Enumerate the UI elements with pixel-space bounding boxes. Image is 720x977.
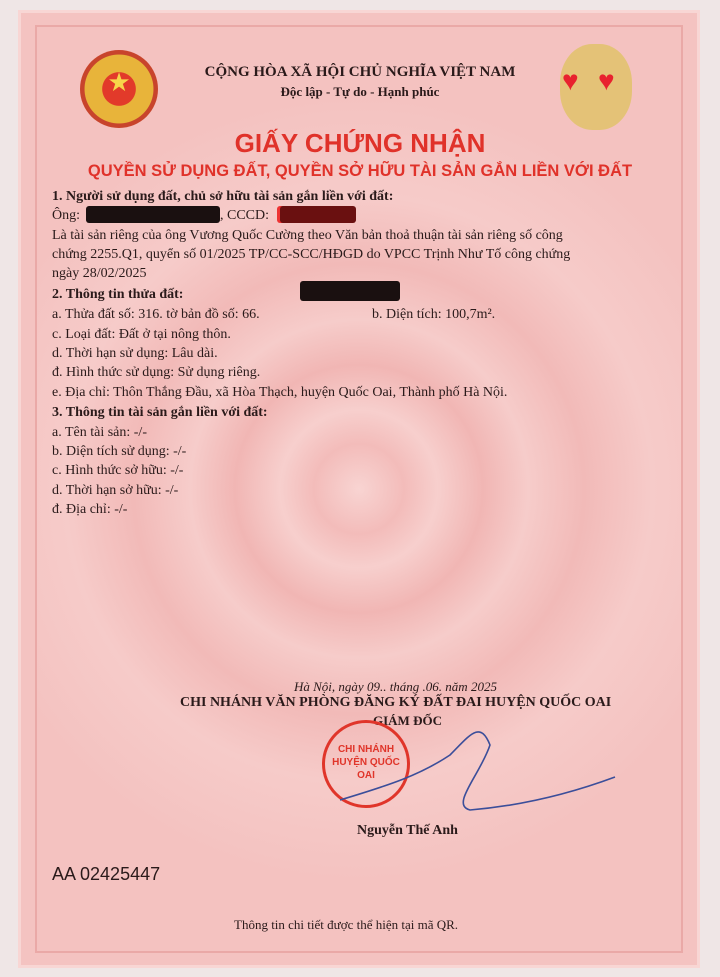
section2-heading: 2. Thông tin thửa đất: [52,287,184,302]
parcel-item: c. Loại đất: Đất ở tại nông thôn. [52,327,231,342]
signature-mark [330,715,630,815]
parcel-item: đ. Hình thức sử dụng: Sử dụng riêng. [52,365,261,380]
ownership-note-line: Là tài sản riêng của ông Vương Quốc Cường theo Văn bản thoả thuận tài sản riêng số công [52,228,563,243]
heart-eyes-emoji-icon: ♥ ♥ [560,44,632,130]
asset-item: đ. Địa chỉ: -/- [52,502,128,517]
document-title: GIẤY CHỨNG NHẬN [234,128,486,158]
redacted-name [86,206,220,223]
ownership-note-line: ngày 28/02/2025 [52,266,147,281]
document-subtitle: QUYỀN SỬ DỤNG ĐẤT, QUYỀN SỞ HỮU TÀI SẢN GẮN LIỀN VỚI ĐẤT [87,162,633,180]
redacted-cccd [280,206,356,223]
parcel-item: d. Thời hạn sử dụng: Lâu dài. [52,346,218,361]
asset-item: a. Tên tài sản: -/- [52,425,147,440]
national-emblem-icon: ★ [80,50,158,128]
serial-number: AA 02425447 [52,864,161,884]
cccd-label: , CCCD: [220,208,270,223]
redacted-mark [300,281,400,301]
parcel-info: a. Thửa đất số: 316. tờ bản đồ số: 66. [52,307,260,322]
qr-footer-note: Thông tin chi tiết được thể hiện tại mã QR. [234,917,459,932]
issuing-office: CHI NHÁNH VĂN PHÒNG ĐĂNG KÝ ĐẤT ĐAI HUYỆN QUỐC OAI [180,695,612,710]
owner-prefix: Ông: [52,208,80,223]
national-title: CỘNG HÒA XÃ HỘI CHỦ NGHĨA VIỆT NAM [204,64,516,80]
asset-item: c. Hình thức sở hữu: -/- [52,463,184,478]
motto: Độc lập - Tự do - Hạnh phúc [280,84,440,99]
official-stamp: CHI NHÁNH HUYỆN QUỐC OAI [322,720,410,808]
signer-position: GIÁM ĐỐC [373,713,442,728]
signer-name: Nguyễn Thế Anh [357,823,458,838]
parcel-item: e. Địa chỉ: Thôn Thắng Đầu, xã Hòa Thạch, huyện Quốc Oai, Thành phố Hà Nội. [52,385,508,400]
asset-item: b. Diện tích sử dụng: -/- [52,444,187,459]
parcel-area: b. Diện tích: 100,7m². [372,307,496,322]
ownership-note-line: chứng 2255.Q1, quyển số 01/2025 TP/CC-SCC/HĐGD do VPCC Trịnh Như Tố công chứng [52,247,571,262]
issue-date: Hà Nội, ngày 09.. tháng .06. năm 2025 [294,679,497,694]
section1-heading: 1. Người sử dụng đất, chủ sở hữu tài sản gắn liền với đất: [52,189,394,204]
asset-item: d. Thời hạn sở hữu: -/- [52,483,179,498]
section3-heading: 3. Thông tin tài sản gắn liền với đất: [52,405,268,420]
